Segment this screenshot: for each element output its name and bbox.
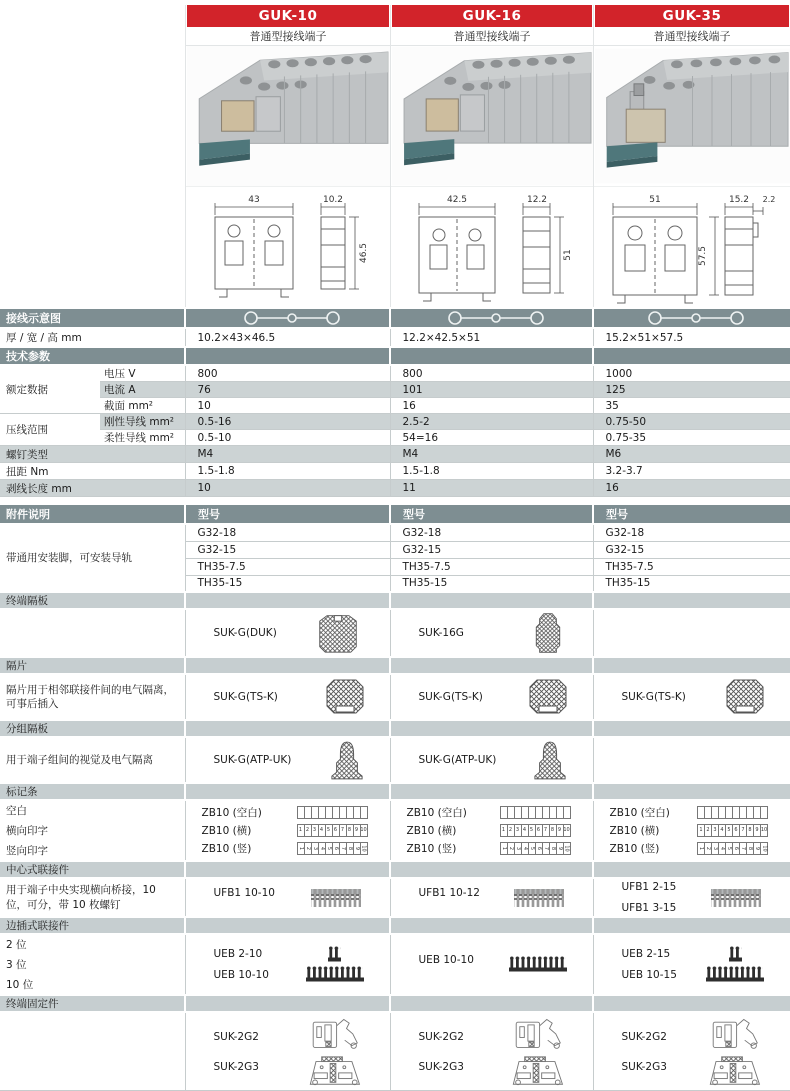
end-fixing-model: SUK-2G3 <box>213 1060 259 1073</box>
rigid-label: 刚性导线 mm² <box>100 414 185 430</box>
marker-band <box>0 783 790 800</box>
accessories-band <box>0 504 790 524</box>
rated-data-label: 额定数据 <box>0 365 100 414</box>
side-bridge-model: UEB 2-15 <box>621 948 671 960</box>
end-plate-label: 终端隔板 <box>0 592 185 609</box>
rail-model: TH35-7.5 <box>593 558 790 575</box>
marker-model: ZB10 (竖) <box>201 843 252 855</box>
partition-row <box>0 674 790 720</box>
side-bridge-model: UEB 10-10 <box>213 969 269 981</box>
bridge-comb-icon <box>513 888 567 908</box>
pos3-label: 3 位 <box>6 959 27 971</box>
screw-value: M4 <box>390 446 593 463</box>
marker-label: 标记条 <box>0 783 185 800</box>
product-column-guk-35 <box>593 5 790 307</box>
end-plate-shape-icon <box>312 612 364 654</box>
wiring-diagram-label: 接线示意图 <box>0 308 185 328</box>
product-photo <box>391 46 593 187</box>
dim-height: 46.5 <box>359 242 369 264</box>
bridge-comb-icon <box>710 888 764 908</box>
dim-front-width: 42.5 <box>446 195 468 205</box>
spec-row-current <box>0 382 790 398</box>
group-plate-label: 分组隔板 <box>0 720 185 737</box>
group-plate-shape-icon <box>330 740 364 780</box>
marker-strip-vertical-icon: 1 2 3 4 5 6 7 8 9 10 <box>297 842 368 855</box>
partition-note: 隔片用于相邻联接件间的电气隔离，可事后插入 <box>0 674 185 720</box>
current-value: 125 <box>593 382 790 398</box>
plug-bridge-10pos-icon <box>509 956 567 973</box>
model-no-header: 型号 <box>185 504 390 524</box>
flexible-label: 柔性导线 mm² <box>100 430 185 446</box>
rail-note: 带通用安装脚，可安装导轨 <box>0 524 185 592</box>
end-clamp-drawing-icon <box>702 1015 764 1051</box>
rail-model: TH35-15 <box>593 575 790 592</box>
clamp-range-label: 压线范围 <box>0 414 100 446</box>
section-gap <box>0 497 790 505</box>
end-fixing-model: SUK-2G2 <box>621 1030 667 1043</box>
marker-model: ZB10 (空白) <box>201 807 262 819</box>
end-fixing-band <box>0 995 790 1012</box>
model-no-header: 型号 <box>390 504 593 524</box>
end-plate-model: SUK-G(DUK) <box>213 627 277 639</box>
technical-drawing <box>193 189 383 305</box>
flexible-value: 0.5-10 <box>185 430 390 446</box>
top-left-spacer <box>0 5 185 307</box>
end-fixing-model: SUK-2G2 <box>418 1030 464 1043</box>
marker-model: ZB10 (竖) <box>609 843 660 855</box>
wiring-diagram-row <box>0 308 790 328</box>
rail-model: G32-15 <box>185 541 390 558</box>
dim-front-width: 43 <box>248 195 260 205</box>
product-column-guk-10 <box>185 5 390 307</box>
side-bridge-row <box>0 934 790 995</box>
section-label: 截面 mm² <box>100 398 185 414</box>
center-bridge-model: UFB1 10-10 <box>213 887 275 899</box>
rail-model: G32-15 <box>390 541 593 558</box>
marker-horizontal-label: 横向印字 <box>6 825 48 837</box>
product-photo <box>594 46 790 187</box>
end-clamp-drawing-icon <box>702 1054 764 1088</box>
voltage-value: 800 <box>390 365 593 382</box>
group-plate-row <box>0 737 790 783</box>
marker-strip-blank-icon <box>697 806 768 819</box>
side-bridge-model: UEB 10-15 <box>621 969 677 981</box>
marker-strip-numbered-icon: 1 2 3 4 5 6 7 8 9 10 <box>297 824 368 837</box>
marker-model: ZB10 (空白) <box>406 807 467 819</box>
marker-strip-vertical-icon: 1 2 3 4 5 6 7 8 9 10 <box>697 842 768 855</box>
terminal-block-photo-illustration <box>187 46 390 186</box>
marker-model: ZB10 (空白) <box>609 807 670 819</box>
product-title: GUK-35 <box>595 5 789 27</box>
bridge-comb-icon <box>310 888 364 908</box>
voltage-value: 1000 <box>593 365 790 382</box>
spec-row-torque <box>0 463 790 480</box>
end-fixing-model: SUK-2G2 <box>213 1030 259 1043</box>
strip-length-label: 剥线长度 mm <box>0 480 185 497</box>
plug-bridge-10pos-icon <box>306 966 364 983</box>
strip-length-value: 11 <box>390 480 593 497</box>
product-photo <box>186 46 390 187</box>
end-plate-model: SUK-16G <box>418 627 464 639</box>
flexible-value: 54=16 <box>390 430 593 446</box>
pos10-label: 10 位 <box>6 979 34 991</box>
plug-bridge-2pos-icon <box>328 946 341 963</box>
plug-bridge-2pos-icon <box>729 946 742 963</box>
marker-model: ZB10 (横) <box>201 825 252 837</box>
dim-side2: 2.2 <box>762 195 776 204</box>
spec-row-flexible <box>0 430 790 446</box>
end-clamp-drawing-icon <box>302 1054 364 1088</box>
center-bridge-model: UFB1 2-15 <box>621 881 677 893</box>
torque-value: 3.2-3.7 <box>593 463 790 480</box>
dim-side-width: 12.2 <box>526 195 548 205</box>
terminal-block-photo-illustration <box>595 46 790 186</box>
rail-model: TH35-15 <box>185 575 390 592</box>
screw-value: M6 <box>593 446 790 463</box>
end-fixing-label: 终端固定件 <box>0 995 185 1012</box>
tech-params-band <box>0 347 790 365</box>
marker-row <box>0 800 790 861</box>
spec-row-rigid <box>0 414 790 430</box>
end-clamp-drawing-icon <box>302 1015 364 1051</box>
dim-front-width: 51 <box>649 195 661 205</box>
pos2-label: 2 位 <box>6 939 27 951</box>
marker-blank-label: 空白 <box>6 805 27 817</box>
marker-strip-numbered-icon: 1 2 3 4 5 6 7 8 9 10 <box>500 824 571 837</box>
side-bridge-model: UEB 10-10 <box>418 954 474 966</box>
rigid-value: 0.75-50 <box>593 414 790 430</box>
section-value: 16 <box>390 398 593 414</box>
screw-label: 螺钉类型 <box>0 446 185 463</box>
partition-shape-icon <box>726 679 764 715</box>
end-plate-band <box>0 592 790 609</box>
group-plate-shape-icon <box>533 740 567 780</box>
section-value: 35 <box>593 398 790 414</box>
partition-band <box>0 657 790 674</box>
current-value: 76 <box>185 382 390 398</box>
partition-shape-icon <box>529 679 567 715</box>
center-bridge-row <box>0 878 790 917</box>
end-plate-row <box>0 609 790 657</box>
strip-length-value: 16 <box>593 480 790 497</box>
rail-model: G32-18 <box>185 524 390 541</box>
partition-model: SUK-G(TS-K) <box>213 691 278 703</box>
current-label: 电流 A <box>100 382 185 398</box>
spec-row-strip-length <box>0 480 790 497</box>
product-top-section <box>0 0 790 307</box>
group-plate-model: SUK-G(ATP-UK) <box>418 754 497 766</box>
technical-drawing-area <box>391 187 593 307</box>
technical-drawing-area <box>186 187 390 307</box>
rail-model: TH35-7.5 <box>390 558 593 575</box>
end-fixing-model: SUK-2G3 <box>621 1060 667 1073</box>
wiring-symbol <box>606 310 790 326</box>
product-subtitle: 普通型接线端子 <box>391 27 593 46</box>
plug-bridge-10pos-icon <box>706 966 764 983</box>
marker-strip-blank-icon <box>297 806 368 819</box>
rail-row <box>0 524 790 541</box>
size-value: 15.2×51×57.5 <box>593 328 790 347</box>
voltage-value: 800 <box>185 365 390 382</box>
rigid-value: 2.5-2 <box>390 414 593 430</box>
end-fixing-row <box>0 1012 790 1091</box>
product-title: GUK-16 <box>392 5 592 27</box>
center-bridge-label: 中心式联接件 <box>0 861 185 878</box>
marker-strip-vertical-icon: 1 2 3 4 5 6 7 8 9 10 <box>500 842 571 855</box>
wiring-symbol <box>403 310 592 326</box>
spec-table <box>0 307 790 1091</box>
product-subtitle: 普通型接线端子 <box>594 27 790 46</box>
center-bridge-model: UFB1 3-15 <box>621 902 677 914</box>
size-label: 厚 / 宽 / 高 mm <box>0 328 185 347</box>
rail-model: G32-18 <box>593 524 790 541</box>
partition-model: SUK-G(TS-K) <box>621 691 686 703</box>
tech-params-label: 技术参数 <box>0 347 185 365</box>
rail-model: TH35-15 <box>390 575 593 592</box>
accessories-label: 附件说明 <box>0 504 185 524</box>
screw-value: M4 <box>185 446 390 463</box>
group-plate-note: 用于端子组间的视觉及电气隔离 <box>0 737 185 783</box>
partition-label: 隔片 <box>0 657 185 674</box>
dim-height: 51 <box>563 249 573 261</box>
center-bridge-model: UFB1 10-12 <box>418 887 480 899</box>
marker-vertical-label: 竖向印字 <box>6 845 48 857</box>
size-value: 10.2×43×46.5 <box>185 328 390 347</box>
partition-shape-icon <box>326 679 364 715</box>
size-row <box>0 328 790 347</box>
marker-strip-blank-icon <box>500 806 571 819</box>
group-plate-band <box>0 720 790 737</box>
current-value: 101 <box>390 382 593 398</box>
side-bridge-band <box>0 917 790 934</box>
marker-model: ZB10 (横) <box>609 825 660 837</box>
wiring-symbol <box>198 310 389 326</box>
group-plate-model: SUK-G(ATP-UK) <box>213 754 292 766</box>
marker-model: ZB10 (竖) <box>406 843 457 855</box>
flexible-value: 0.75-35 <box>593 430 790 446</box>
partition-model: SUK-G(TS-K) <box>418 691 483 703</box>
torque-value: 1.5-1.8 <box>390 463 593 480</box>
torque-value: 1.5-1.8 <box>185 463 390 480</box>
product-subtitle: 普通型接线端子 <box>186 27 390 46</box>
dim-side-width: 15.2 <box>728 195 750 205</box>
product-title: GUK-10 <box>187 5 389 27</box>
dim-side-width: 10.2 <box>322 195 344 205</box>
rail-model: G32-15 <box>593 541 790 558</box>
dim-height: 57.5 <box>698 245 708 267</box>
marker-model: ZB10 (横) <box>406 825 457 837</box>
rigid-value: 0.5-16 <box>185 414 390 430</box>
technical-drawing <box>597 189 787 305</box>
size-value: 12.2×42.5×51 <box>390 328 593 347</box>
terminal-block-photo-illustration <box>392 46 593 186</box>
end-clamp-drawing-icon <box>505 1015 567 1051</box>
rail-model: G32-18 <box>390 524 593 541</box>
product-column-guk-16 <box>390 5 593 307</box>
end-clamp-drawing-icon <box>505 1054 567 1088</box>
model-no-header: 型号 <box>593 504 790 524</box>
section-value: 10 <box>185 398 390 414</box>
rail-model: TH35-7.5 <box>185 558 390 575</box>
side-bridge-model: UEB 2-10 <box>213 948 263 960</box>
end-plate-shape-icon <box>529 612 567 654</box>
strip-length-value: 10 <box>185 480 390 497</box>
center-bridge-band <box>0 861 790 878</box>
technical-drawing <box>397 189 587 305</box>
side-bridge-label: 边插式联接件 <box>0 917 185 934</box>
spec-row-voltage <box>0 365 790 382</box>
center-bridge-note: 用于端子中央实现横向桥接，10 位，可分，带 10 枚螺钉 <box>0 878 185 917</box>
marker-strip-numbered-icon: 1 2 3 4 5 6 7 8 9 10 <box>697 824 768 837</box>
voltage-label: 电压 V <box>100 365 185 382</box>
spec-row-screw <box>0 446 790 463</box>
technical-drawing-area <box>594 187 790 307</box>
spec-row-section <box>0 398 790 414</box>
torque-label: 扭距 Nm <box>0 463 185 480</box>
end-fixing-model: SUK-2G3 <box>418 1060 464 1073</box>
